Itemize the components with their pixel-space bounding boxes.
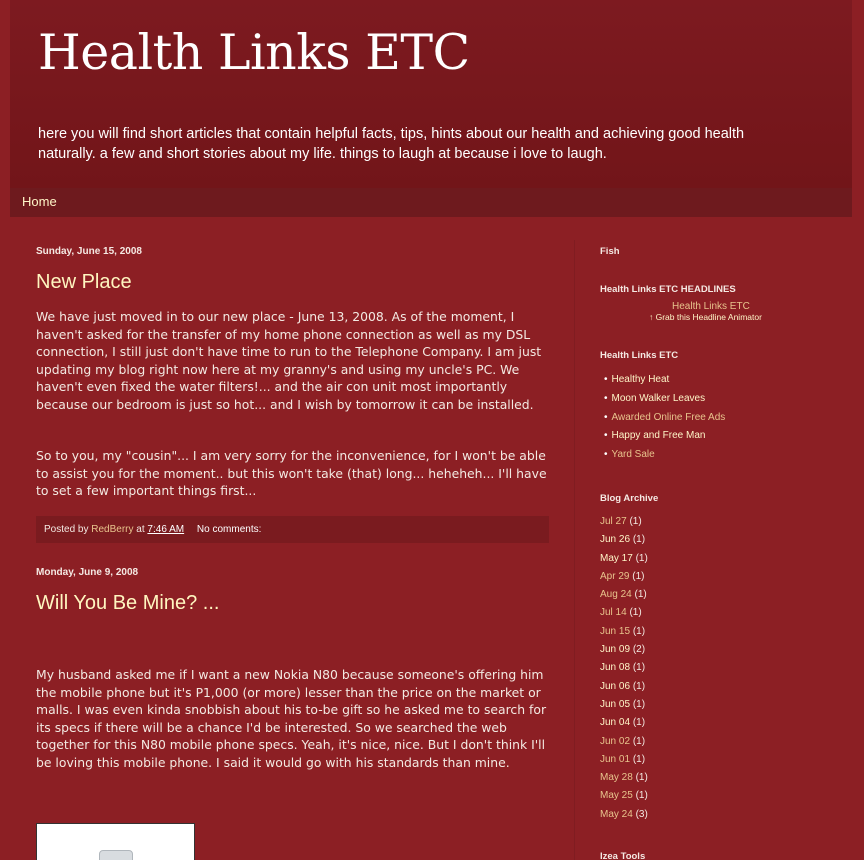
list-item[interactable] [604,430,725,449]
archive-count: (1) [632,680,646,692]
archive-item[interactable] [600,626,648,644]
phone-icon [99,850,133,860]
archive-link[interactable]: Jun 02 [600,735,631,747]
archive-link[interactable]: Jun 09 [600,644,631,656]
date-header: Sunday, June 15, 2008 [36,246,142,257]
archive-item[interactable] [600,662,648,680]
archive-item[interactable] [600,607,648,625]
archive-count: (1) [634,589,647,601]
comments-link[interactable]: No comments: [196,524,262,535]
archive-link[interactable]: May 17 [600,552,633,564]
bullet-icon: • [604,430,608,442]
archive-link[interactable]: May 24 [600,808,633,820]
archive-link[interactable]: Jul 14 [600,607,627,619]
archive-link[interactable]: Jun 08 [600,662,631,674]
bullet-icon: • [604,449,608,461]
archive-item[interactable] [600,589,648,607]
page-tabs [10,188,852,217]
list-item[interactable] [604,449,725,468]
archive-item[interactable] [600,754,648,772]
archive-item[interactable] [600,534,648,552]
list-item[interactable] [604,374,725,393]
archive-item[interactable] [600,681,648,699]
headline-animator-link[interactable]: Health Links ETC [672,301,750,312]
post-time-link[interactable]: 7:46 AM [147,524,185,535]
widget-title-links: Health Links ETC [600,350,679,361]
archive-item[interactable] [600,571,648,589]
archive-item[interactable] [600,809,648,827]
archive-item[interactable] [600,736,648,754]
archive-item[interactable] [600,790,648,808]
archive-count: (1) [629,516,642,527]
bullet-icon: • [604,392,608,404]
archive-link[interactable]: Jul 27 [600,516,627,527]
archive-link[interactable]: Jun 15 [600,625,631,637]
archive-link[interactable]: Jun 05 [600,698,631,710]
author-link[interactable]: RedBerry [91,524,134,535]
archive-count: (1) [632,735,646,747]
date-header: Monday, June 9, 2008 [36,567,139,578]
widget-title-archive: Blog Archive [600,493,659,504]
link-label[interactable]: Awarded Online Free Ads [611,411,726,423]
archive-item[interactable] [600,772,648,790]
bullet-icon: • [604,411,608,423]
archive-count: (1) [632,570,645,582]
link-label[interactable]: Yard Sale [611,449,655,461]
blog-title[interactable]: Health Links ETC [38,24,470,81]
archive-link[interactable]: Jun 04 [600,717,631,729]
archive-link[interactable]: Jun 06 [600,680,631,692]
archive-item[interactable] [600,699,648,717]
archive-count: (1) [635,772,648,784]
post-title[interactable]: Will You Be Mine? ... [36,592,220,614]
link-label[interactable]: Healthy Heat [611,374,670,385]
archive-link[interactable]: May 25 [600,790,633,802]
tab-home[interactable]: Home [22,194,57,209]
widget-title-fish: Fish [600,246,620,257]
archive-link[interactable]: May 28 [600,772,633,784]
archive-count: (1) [632,662,646,674]
archive-link[interactable]: Jun 01 [600,753,631,765]
blog-header [10,0,852,188]
post-title[interactable]: New Place [36,271,132,293]
list-item[interactable] [604,412,725,431]
archive-item[interactable] [600,717,648,735]
post-paragraph: My husband asked me if I want a new Nokia N80 because someone's offering him the mobile phone but it's P1,000 (or more) lesser than the price on the market or malls. I was even kinda snobbish about his to-be gift so he asked me to search for its specs if there will be a chance I'd be interested. So we searched the web together for this N80 mobile phone specs. Yeah, it's nice, nice. But I don't think I'll be loving this mobile phone. I said it would go with his standards than mine. [36,667,547,770]
post-paragraph: We have just moved in to our new place - June 13, 2008. As of the moment, I haven't asked for the transfer of my home phone connection as well as my DSL connection, I still just don't have time to run to the Telephone Company. I am just updating my blog right now here at my granny's and using my uncle's PC. We haven't even fixed the water filters!... and the air con unit most importantly because our bedroom is just so hot... and I wish by tomorrow it can be installed. [36,309,542,412]
widget-title-izea: Izea Tools [600,851,646,860]
widget-title-headlines: Health Links ETC HEADLINES [600,284,736,295]
blog-description: here you will find short articles that contain helpful facts, tips, hints about our health and achieving good health naturally. a few and short stories about my life. things to laugh at because i love to laugh. [38,126,745,162]
archive-link[interactable]: Aug 24 [600,589,632,601]
archive-link[interactable]: Apr 29 [600,570,630,582]
archive-item[interactable] [600,516,648,534]
at-label: at [136,524,145,535]
archive-link[interactable]: Jun 26 [600,534,631,546]
link-list [604,374,725,468]
archive-count: (1) [632,534,646,546]
archive-count: (1) [632,625,646,637]
bullet-icon: • [604,374,608,385]
grab-headline-link[interactable]: ↑ Grab this Headline Animator [649,312,762,322]
archive-count: (1) [632,698,646,710]
archive-count: (3) [635,808,648,820]
link-label[interactable]: Moon Walker Leaves [611,392,706,404]
archive-count: (1) [635,790,648,802]
blog-archive-list [600,516,648,827]
archive-count: (2) [632,644,646,656]
archive-count: (1) [632,753,646,765]
archive-count: (1) [635,552,648,564]
archive-item[interactable] [600,553,648,571]
post-footer [36,516,549,543]
list-item[interactable] [604,393,725,412]
post-paragraph: So to you, my "cousin"... I am very sorry for the inconvenience, for I won't be able to assist you for the moment.. but this won't take (that) long... heheheh... I'll have to set a few important things first... [36,448,547,499]
link-label[interactable]: Happy and Free Man [611,430,706,442]
archive-count: (1) [632,717,646,729]
posted-by-label: Posted by [44,524,89,535]
phone-thumbnail-image[interactable] [36,823,195,860]
archive-count: (1) [629,607,642,619]
archive-item[interactable] [600,644,648,662]
column-divider [574,240,575,860]
